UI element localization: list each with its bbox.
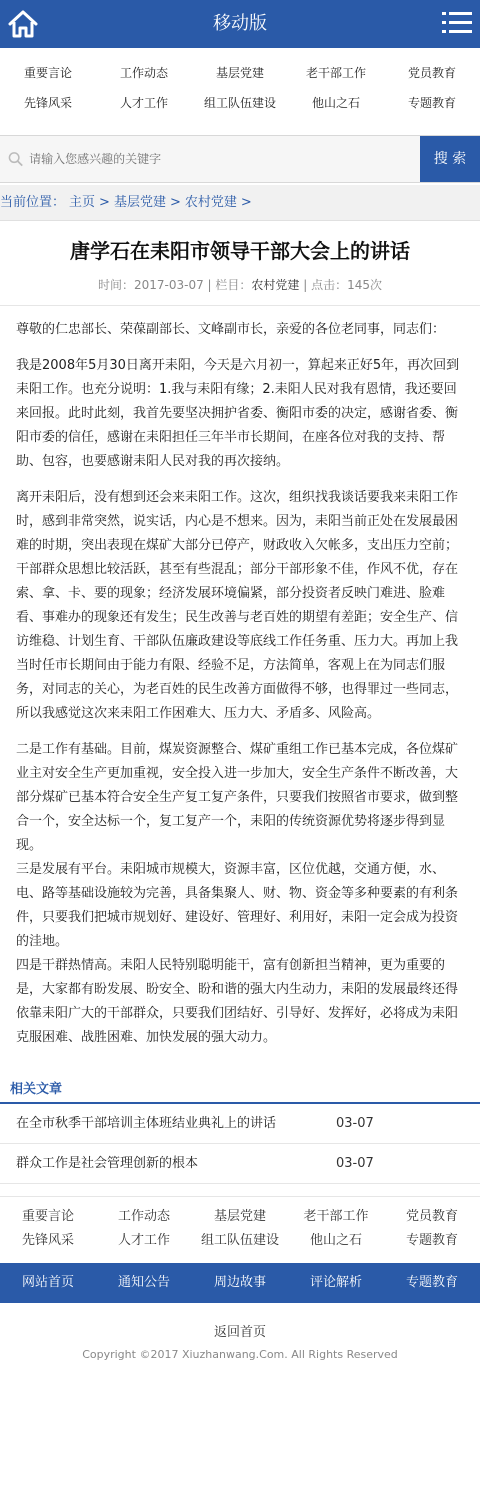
footer-nav-item[interactable]: 老干部工作 [303, 1209, 369, 1224]
breadcrumb-category[interactable]: 农村党建 [184, 195, 237, 210]
related-heading: 相关文章 [0, 1076, 480, 1104]
related-date: 03-07 [336, 1156, 374, 1171]
nav-item[interactable]: 党员教育 [407, 66, 456, 80]
footer-nav-item[interactable]: 党员教育 [405, 1209, 458, 1224]
article-paragraph: 我是2008年5月30日离开耒阳，今天是六月初一，算起来正好5年，再次回到耒阳工作。也充分说明：1.我与耒阳有缘；2.耒阳人民对我有恩情，我还要回来回报。此时此刻，我首先要坚决拥护省委、衡阳市委的决定，感谢省委、衡阳市委的信任，感谢在耒阳担任三年半市长期间，在座各位对我的支持、帮助、包容，也要感谢耒阳人民对我的再次接纳。 [16, 358, 460, 469]
footer-nav-item[interactable]: 人才工作 [117, 1233, 170, 1248]
article-body [0, 306, 480, 1050]
related-date: 03-07 [336, 1116, 374, 1131]
breadcrumb-sep: > [169, 195, 181, 210]
nav-item[interactable]: 工作动态 [119, 66, 168, 80]
site-title: 移动版 [213, 13, 267, 34]
article-paragraph: 尊敬的仁忠部长、荣葆副部长、文峰副市长，亲爱的各位老同事，同志们： [16, 322, 446, 337]
related-item[interactable] [0, 1144, 480, 1184]
breadcrumb [0, 185, 480, 221]
menu-icon[interactable] [442, 10, 472, 36]
breadcrumb-section[interactable]: 基层党建 [113, 195, 166, 210]
breadcrumb-label: 当前位置： [0, 195, 66, 210]
footer-bar-item[interactable]: 网站首页 [21, 1275, 74, 1290]
footer-bar-item[interactable]: 通知公告 [117, 1275, 170, 1290]
nav-item[interactable]: 人才工作 [119, 96, 168, 110]
footer-bar-item[interactable]: 专题教育 [405, 1275, 458, 1290]
back-home-link[interactable]: 返回首页 [213, 1325, 266, 1340]
search-button[interactable]: 搜 索 [420, 136, 480, 182]
breadcrumb-sep: > [240, 195, 252, 210]
footer-bar-item[interactable]: 周边故事 [213, 1275, 266, 1290]
article-clicks: | 点击：145次 [299, 278, 382, 292]
footer-nav-item[interactable]: 工作动态 [117, 1209, 170, 1224]
footer-nav-item[interactable]: 组工队伍建设 [200, 1233, 279, 1248]
search-field [0, 136, 420, 182]
footer-nav-item[interactable]: 重要言论 [21, 1209, 74, 1224]
related-item[interactable] [0, 1104, 480, 1144]
nav-item[interactable]: 老干部工作 [305, 66, 366, 80]
nav-item[interactable]: 基层党建 [215, 66, 264, 80]
article-category-link[interactable]: 农村党建 [251, 278, 300, 292]
related-title[interactable]: 在全市秋季干部培训主体班结业典礼上的讲话 [16, 1116, 277, 1131]
article-meta [0, 276, 480, 306]
footer-bar [0, 1263, 480, 1303]
article-paragraph: 四是干群热情高。耒阳人民特别聪明能干，富有创新担当精神，更为重要的是，大家都有盼发展、盼安全、盼和谐的强大内生动力，耒阳的发展最终还得依靠耒阳广大的干部群众，只要我们团结好、引导好、发挥好，必将成为耒阳克服困难、战胜困难、加快发展的强大动力。 [16, 958, 459, 1045]
nav-item[interactable]: 先锋风采 [23, 96, 72, 110]
top-header [0, 0, 480, 48]
nav-item[interactable]: 专题教育 [407, 96, 456, 110]
related-title[interactable]: 群众工作是社会管理创新的根本 [16, 1156, 199, 1171]
copyright: Copyright ©2017 Xiuzhanwang.Com. All Rights Reserved [82, 1348, 398, 1361]
article-title: 唐学石在耒阳市领导干部大会上的讲话 [70, 239, 410, 263]
breadcrumb-home[interactable]: 主页 [69, 195, 96, 210]
footer-bar-item[interactable]: 评论解析 [309, 1275, 362, 1290]
footer-nav-item[interactable]: 先锋风采 [21, 1233, 74, 1248]
footer-nav-item[interactable]: 基层党建 [213, 1209, 266, 1224]
article-time: 时间：2017-03-07 | 栏目： [97, 278, 252, 292]
search-bar [0, 135, 480, 183]
top-nav [0, 48, 480, 128]
search-input[interactable] [29, 152, 420, 166]
nav-item[interactable]: 组工队伍建设 [203, 96, 276, 110]
footer-nav-item[interactable]: 他山之石 [309, 1233, 362, 1248]
article-paragraph: 离开耒阳后，没有想到还会来耒阳工作。这次，组织找我谈话要我来耒阳工作时，感到非常突然，说实话，内心是不想来。因为，耒阳当前正处在发展最困难的时期，突出表现在煤矿大部分已停产，财政收入欠帐多，支出压力空前；干部群众思想比较活跃，甚至有些混乱；部分干部形象不佳，作风不优，存在索、拿、卡、要的现象；经济发展环境偏紧，部分投资者反映门难进、脸难看、事难办的现象还有发生；民生改善与老百姓的期望有差距；安全生产、信访维稳、计划生育、干部队伍廉政建设等底线工作任务重、压力大。再加上我当时任市长期间由于能力有限、经验不足，方法简单，客观上在为同志们服务，对同志的关心，为老百姓的民生改善方面做得不够，也得罪过一些同志，所以我感觉这次来耒阳工作困难大、压力大、矛盾多、风险高。 [16, 490, 459, 721]
nav-item[interactable]: 重要言论 [23, 66, 72, 80]
article-paragraph: 二是工作有基础。目前，煤炭资源整合、煤矿重组工作已基本完成，各位煤矿业主对安全生产更加重视，安全投入进一步加大，安全生产条件不断改善，大部分煤矿已基本符合安全生产复工复产条件，只要我们按照省市要求，做到整合一个，安全达标一个，复工复产一个，耒阳的传统资源优势将逐步得到显现。 [16, 742, 459, 853]
article-paragraph: 三是发展有平台。耒阳城市规模大，资源丰富，区位优越，交通方便，水、电、路等基础设施较为完善，具备集聚人、财、物、资金等多种要素的有利条件，只要我们把城市规划好、建设好、管理好、利用好，耒阳一定会成为投资的洼地。 [16, 862, 459, 949]
breadcrumb-sep: > [99, 195, 110, 210]
article [0, 221, 480, 1050]
footer-nav-item[interactable]: 专题教育 [405, 1233, 458, 1248]
footer-nav [0, 1196, 480, 1263]
nav-item[interactable]: 他山之石 [311, 96, 360, 110]
search-icon [8, 151, 23, 167]
